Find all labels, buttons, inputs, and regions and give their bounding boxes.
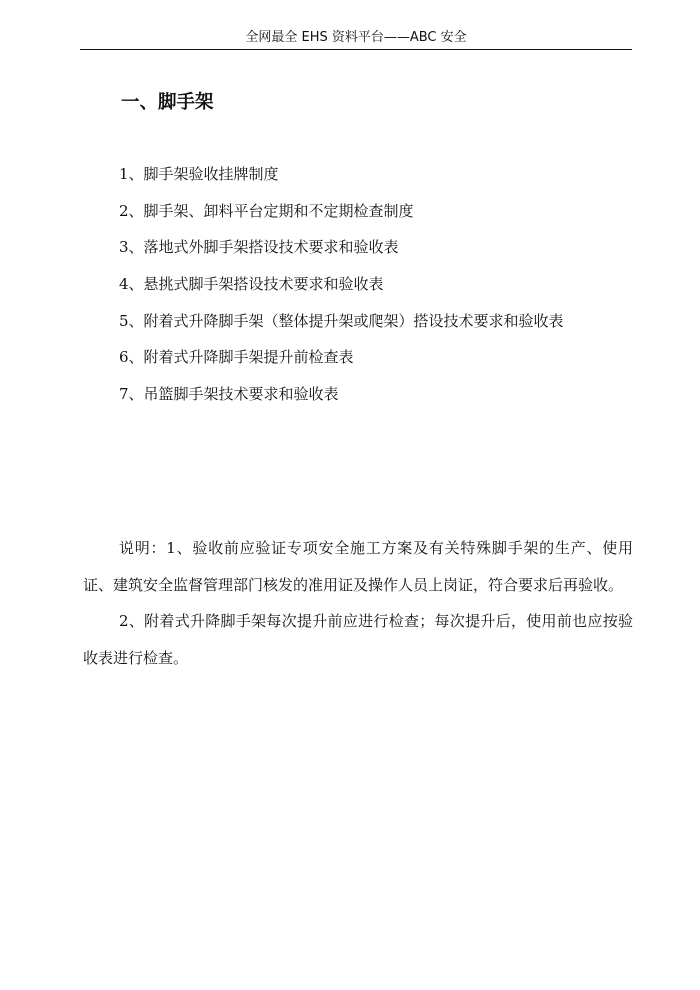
list-item: 5、附着式升降脚手架（整体提升架或爬架）搭设技术要求和验收表 (119, 311, 564, 330)
page-header: 全网最全 EHS 资料平台——ABC 安全 (80, 27, 632, 50)
list-item: 2、脚手架、卸料平台定期和不定期检查制度 (119, 201, 414, 220)
note-paragraph-2: 2、附着式升降脚手架每次提升前应进行检查；每次提升后，使用前也应按验收表进行检查。 (83, 612, 633, 667)
notes-section (83, 530, 633, 676)
list-item: 1、脚手架验收挂牌制度 (119, 165, 279, 183)
section-title: 一、脚手架 (121, 92, 214, 113)
list-item: 7、吊篮脚手架技术要求和验收表 (119, 385, 339, 404)
list-item: 3、落地式外脚手架搭设技术要求和验收表 (119, 238, 399, 257)
list-item: 6、附着式升降脚手架提升前检查表 (119, 348, 354, 367)
list-item: 4、悬挑式脚手架搭设技术要求和验收表 (119, 275, 384, 294)
note-paragraph-1: 说明：1、验收前应验证专项安全施工方案及有关特殊脚手架的生产、使用证、建筑安全监督管理部门核发的准用证及操作人员上岗证，符合要求后再验收。 (83, 539, 633, 594)
document-list (119, 162, 564, 419)
